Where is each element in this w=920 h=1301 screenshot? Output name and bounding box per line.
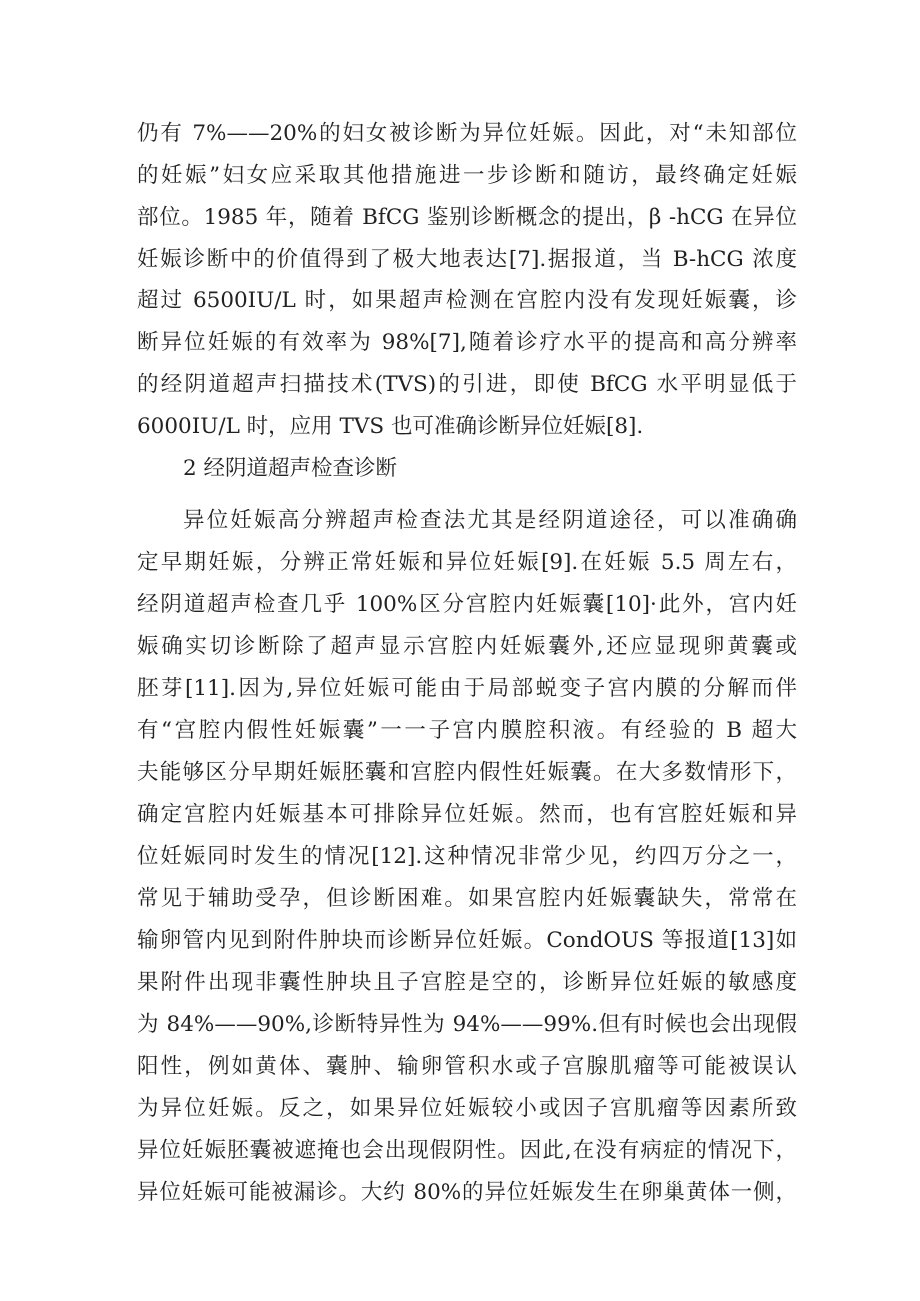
paragraph-2-line-7: 夫能够区分早期妊娠胚囊和宫腔内假性妊娠囊。在大多数情形下， bbox=[137, 760, 797, 785]
paragraph-1-line-2: 的妊娠”妇女应采取其他措施进一步诊断和随访，最终确定妊娠 bbox=[137, 163, 797, 188]
paragraph-2-line-10: 常见于辅助受孕，但诊断困难。如果宫腔内妊娠囊缺失，常常在 bbox=[137, 886, 797, 911]
paragraph-2-line-11: 输卵管内见到附件肿块而诊断异位妊娠。CondOUS 等报道[13]如 bbox=[137, 928, 797, 953]
paragraph-1-line-7: 的经阴道超声扫描技术(TVS)的引进，即使 BfCG 水平明显低于 bbox=[137, 372, 797, 397]
paragraph-2-line-15: 为异位妊娠。反之，如果异位妊娠较小或因子宫肌瘤等因素所致 bbox=[137, 1096, 797, 1121]
paragraph-2-line-5: 胚芽[11].因为,异位妊娠可能由于局部蜕变子宫内膜的分解而伴 bbox=[137, 676, 797, 701]
paragraph-1-line-3: 部位。1985 年，随着 BfCG 鉴别诊断概念的提出，β -hCG 在异位 bbox=[137, 205, 797, 230]
paragraph-2-line-6: 有“宫腔内假性妊娠囊”一一子宫内膜腔积液。有经验的 B 超大 bbox=[137, 718, 797, 743]
paragraph-2-line-2: 定早期妊娠，分辨正常妊娠和异位妊娠[9].在妊娠 5.5 周左右， bbox=[137, 550, 797, 575]
paragraph-2-line-13: 为 84%——90%,诊断特异性为 94%——99%.但有时候也会出现假 bbox=[137, 1012, 797, 1037]
paragraph-2-line-1: 异位妊娠高分辨超声检查法尤其是经阴道途径，可以准确确 bbox=[183, 508, 797, 533]
paragraph-2-line-14: 阳性，例如黄体、囊肿、输卵管积水或子宫腺肌瘤等可能被误认 bbox=[137, 1054, 797, 1079]
paragraph-2-line-4: 娠确实切诊断除了超声显示宫腔内妊娠囊外,还应显现卵黄囊或 bbox=[137, 634, 797, 659]
paragraph-2-line-12: 果附件出现非囊性肿块且子宫腔是空的，诊断异位妊娠的敏感度 bbox=[137, 970, 797, 995]
paragraph-1-line-1: 仍有 7%——20%的妇女被诊断为异位妊娠。因此，对“未知部位 bbox=[137, 121, 797, 146]
paragraph-2-line-9: 位妊娠同时发生的情况[12].这种情况非常少见，约四万分之一， bbox=[137, 844, 797, 869]
paragraph-2-line-16: 异位妊娠胚囊被遮掩也会出现假阴性。因此,在没有病症的情况下， bbox=[137, 1138, 797, 1163]
paragraph-2-line-8: 确定宫腔内妊娠基本可排除异位妊娠。然而，也有宫腔妊娠和异 bbox=[137, 802, 797, 827]
paragraph-1-line-4: 妊娠诊断中的价值得到了极大地表达[7].据报道，当 B-hCG 浓度 bbox=[137, 247, 797, 272]
paragraph-1-line-8: 6000IU/L 时，应用 TVS 也可准确诊断异位妊娠[8]. bbox=[137, 414, 644, 439]
paragraph-2-line-17: 异位妊娠可能被漏诊。大约 80%的异位妊娠发生在卵巢黄体一侧， bbox=[137, 1180, 797, 1205]
paragraph-1-line-6: 断异位妊娠的有效率为 98%[7],随着诊疗水平的提高和高分辨率 bbox=[137, 330, 797, 355]
section-heading: 2 经阴道超声检查诊断 bbox=[183, 456, 398, 481]
paragraph-1-line-5: 超过 6500IU/L 时，如果超声检测在宫腔内没有发现妊娠囊，诊 bbox=[137, 288, 797, 313]
paragraph-2-line-3: 经阴道超声检查几乎 100%区分宫腔内妊娠囊[10]·此外，宫内妊 bbox=[137, 592, 797, 617]
